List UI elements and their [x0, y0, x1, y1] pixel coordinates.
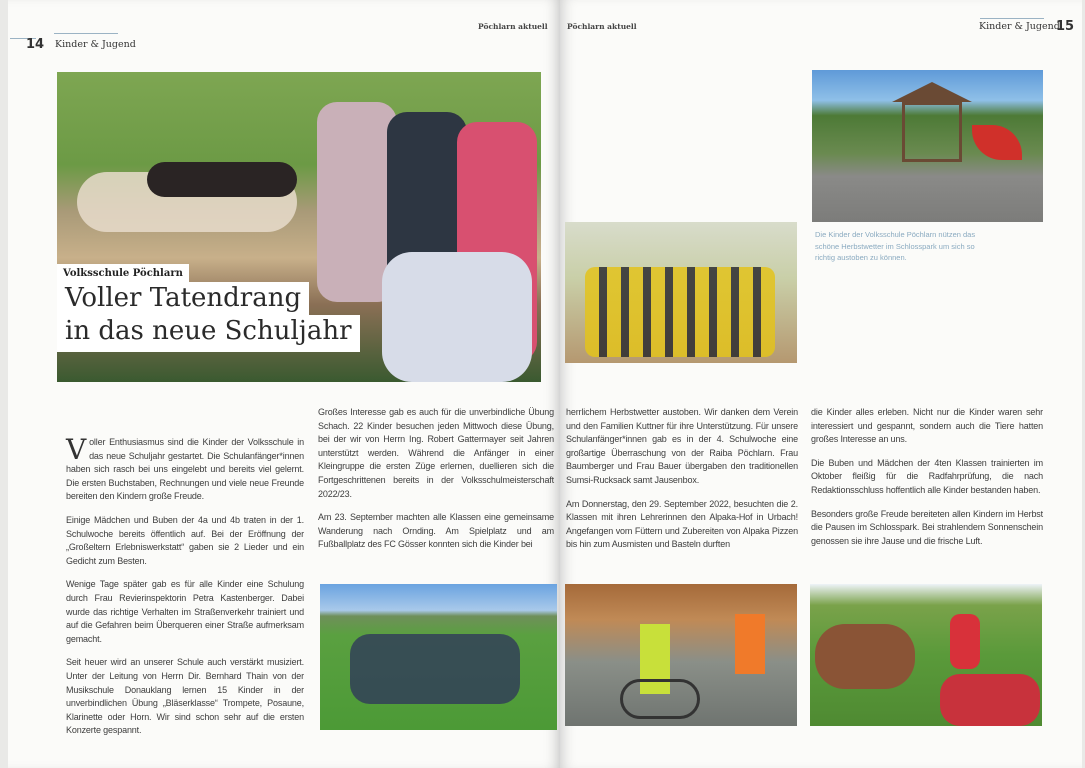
magazine-name: Pöchlarn aktuell	[567, 22, 637, 31]
photo-football-field	[320, 584, 557, 730]
left-column-2	[318, 406, 554, 562]
page-number: 14	[26, 37, 45, 52]
section-title: Kinder & Jugend	[979, 21, 1060, 32]
section-title: Kinder & Jugend	[55, 39, 136, 50]
paragraph: die Kinder alles erleben. Nicht nur die Kinder waren sehr interessiert und gespannt, sondern auch die Tiere hatten großes Interesse an uns.	[811, 407, 1043, 445]
right-column-1	[566, 406, 798, 562]
paragraph: herrlichem Herbstwetter austoben. Wir danken dem Verein und den Familien Kuttner für ihre Unterstützung. Für unsere Schulanfänger*innen gab es in der 4. Schulwoche eine großartige Überraschung von der Raiba Pöchlarn. Frau Baumberger und Frau Bauer übergaben den traditionellen Sumsi-Rucksack samt Jausenbox.	[566, 407, 798, 485]
paragraph: Großes Interesse gab es auch für die unverbindliche Übung Schach. 22 Kinder besuchen jeden Mittwoch diese Übung, bei der wir von Herrn Ing. Robert Gattermayer seit Jahren unterstützt werden. Während die Anfänger in einer Kleingruppe die ersten Züge erlernen, duellieren sich die Fortgeschrittenen bereits in der Volksschulmeisterschaft 2022/23.	[318, 407, 554, 499]
magazine-name: Pöchlarn aktuell	[478, 22, 548, 31]
paragraph: Besonders große Freude bereiteten allen Kindern im Herbst die Pausen im Schlosspark. Bei strahlendem Sonnenschein genossen sie ihre Jause und die frische Luft.	[811, 508, 1043, 546]
header-rule	[980, 18, 1044, 19]
photo-caption: Die Kinder der Volksschule Pöchlarn nützen das schöne Herbstwetter im Schlosspark um sich so richtig austoben zu können.	[815, 230, 976, 262]
paragraph: Am 23. September machten alle Klassen eine gemeinsame Wanderung nach Ornding. Am Spielplatz und am Fußballplatz des FC Gösser konnten sich die Kinder bei	[318, 512, 554, 550]
title-line-2: in das neue Schuljahr	[57, 315, 360, 352]
right-column-2	[811, 406, 1043, 558]
drop-cap: V	[66, 433, 87, 466]
paragraph: Die Buben und Mädchen der 4ten Klassen trainierten im Oktober fleißig für die Radfahrprüfung, die nach Redaktionsschluss hoffentlich alle Kinder bestanden haben.	[811, 457, 1043, 495]
photo-class-group	[565, 222, 797, 363]
paragraph: oller Enthusiasmus sind die Kinder der Volksschule in das neue Schuljahr gestartet. Die Schulanfänger*innen haben sich rasch bei uns eingelebt und bereits viel gelernt. Die ersten Buchstaben, Rechnungen und viele neue Freunde bereiten den Kindern große Freude.	[66, 437, 304, 502]
paragraph: Am Donnerstag, den 29. September 2022, besuchten die 2. Klassen mit ihren Lehrerinnen den Alpaka-Hof in Urbach! Angefangen vom Füttern und Zubereiten von Alpaka Pizzen bis hin zum Ausmisten und Basteln durften	[566, 498, 798, 550]
paragraph: Seit heuer wird an unserer Schule auch verstärkt musiziert. Unter der Leitung von Herrn Dir. Bernhard Thain von der Musikschule Donauklang lernen 15 Kinder in der unverbindlichen Übung „Bläserklasse“ Trompete, Posaune, Klarinette oder Horn. Wir sind schon sehr auf die ersten Konzerte gespannt.	[66, 657, 304, 736]
left-column-1	[66, 433, 304, 748]
page-number: 15	[1056, 19, 1075, 34]
paragraph: Wenige Tage später gab es für alle Kinder eine Schulung durch Frau Revierinspektorin Petra Kastenberger. Dabei wurde das richtige Verhalten im Straßenverkehr trainiert und auf die Gefahren beim Überqueren einer Straße aufmerksam gemacht.	[66, 579, 304, 644]
title-line-1: Voller Tatendrang	[57, 282, 309, 315]
paragraph: Einige Mädchen und Buben der 4a und 4b traten in der 1. Schulwoche bereits öffentlich auf. Bei der Eröffnung der „Großeltern Erlebniswerkstatt“ gaben sie 2 Lieder und ein Gedicht zum Besten.	[66, 514, 304, 566]
photo-alpaca-farm	[810, 584, 1042, 726]
photo-playground	[812, 70, 1043, 222]
photo-bicycle-training	[565, 584, 797, 726]
header-rule	[54, 33, 118, 34]
article-kicker: Volksschule Pöchlarn	[57, 264, 189, 283]
article-title	[57, 282, 360, 352]
